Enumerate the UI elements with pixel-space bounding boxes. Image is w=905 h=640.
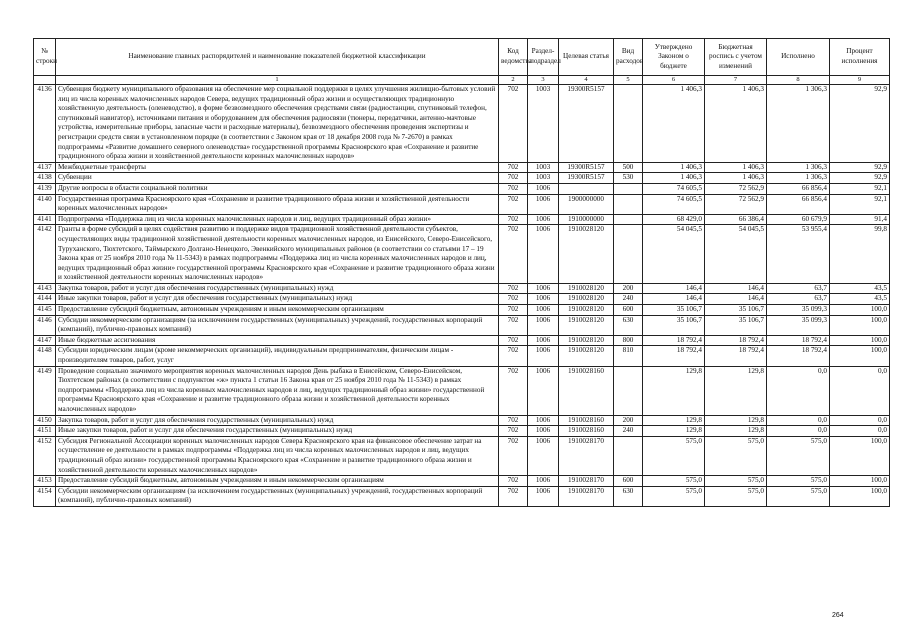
- table-row: [34, 415, 890, 426]
- execution-percent: 99,8: [830, 225, 890, 284]
- executed-amount: 1 306,3: [767, 173, 830, 184]
- section-code: 1003: [528, 173, 559, 184]
- table-row: [34, 346, 890, 366]
- approved-amount: 146,4: [643, 294, 705, 305]
- target-article: 19300R5157: [559, 85, 614, 163]
- section-code: 1006: [528, 335, 559, 346]
- approved-amount: 68 429,0: [643, 214, 705, 225]
- department-code: 702: [499, 335, 528, 346]
- header-name: Наименование главных распорядителей и наименование показателей бюджетной классификации: [56, 39, 499, 76]
- row-number: 4143: [34, 283, 56, 294]
- row-number: 4144: [34, 294, 56, 305]
- plan-amount: 1 406,3: [705, 173, 767, 184]
- column-number: 9: [830, 76, 890, 85]
- execution-percent: 100,0: [830, 315, 890, 335]
- row-name: Межбюджетные трансферты: [56, 162, 499, 173]
- target-article: 1910028170: [559, 486, 614, 506]
- approved-amount: 129,8: [643, 366, 705, 415]
- approved-amount: 74 605,5: [643, 194, 705, 214]
- department-code: 702: [499, 294, 528, 305]
- executed-amount: 18 792,4: [767, 335, 830, 346]
- approved-amount: 54 045,5: [643, 225, 705, 284]
- row-name: Иные бюджетные ассигнования: [56, 335, 499, 346]
- approved-amount: 146,4: [643, 283, 705, 294]
- approved-amount: 1 406,3: [643, 173, 705, 184]
- target-article: [559, 183, 614, 194]
- target-article: 1910028120: [559, 294, 614, 305]
- target-article: 19300R5157: [559, 173, 614, 184]
- expense-type: 630: [614, 486, 643, 506]
- row-name: Подпрограмма «Поддержка лиц из числа коренных малочисленных народов и лиц, ведущих традиционный образ жизни»: [56, 214, 499, 225]
- plan-amount: 575,0: [705, 476, 767, 487]
- row-number: 4146: [34, 315, 56, 335]
- expense-type: [614, 225, 643, 284]
- column-number: 1: [56, 76, 499, 85]
- target-article: 1910028160: [559, 415, 614, 426]
- approved-amount: 575,0: [643, 476, 705, 487]
- section-code: 1006: [528, 476, 559, 487]
- row-name: Предоставление субсидий бюджетным, автономным учреждениям и иным некоммерческим организациям: [56, 476, 499, 487]
- table-row: [34, 283, 890, 294]
- execution-percent: 43,5: [830, 283, 890, 294]
- column-number: 4: [559, 76, 614, 85]
- column-number: 7: [705, 76, 767, 85]
- execution-percent: 100,0: [830, 486, 890, 506]
- table-row: [34, 486, 890, 506]
- table-row: [34, 85, 890, 163]
- column-number: 8: [767, 76, 830, 85]
- section-code: 1006: [528, 315, 559, 335]
- expense-type: 240: [614, 294, 643, 305]
- target-article: 1910000000: [559, 214, 614, 225]
- execution-percent: 92,1: [830, 194, 890, 214]
- target-article: 1900000000: [559, 194, 614, 214]
- executed-amount: 66 856,4: [767, 194, 830, 214]
- approved-amount: 74 605,5: [643, 183, 705, 194]
- approved-amount: 18 792,4: [643, 346, 705, 366]
- executed-amount: 575,0: [767, 436, 830, 475]
- execution-percent: 100,0: [830, 335, 890, 346]
- execution-percent: 0,0: [830, 415, 890, 426]
- target-article: 1910028120: [559, 335, 614, 346]
- page-number: 264: [832, 612, 844, 619]
- row-name: Субсидии юридическим лицам (кроме некоммерческих организаций), индивидуальным предпринимателям, физическим лицам - производителям товаров, работ, услуг: [56, 346, 499, 366]
- row-name: Субвенция бюджету муниципального образования на обеспечение мер социальной поддержки в целях улучшения жилищно-бытовых условий лиц из числа коренных малочисленных народов Севера, ведущих традиционный образ жизни и осуществляющих традиционную хозяйственную деятельность (оленеводство), в форме безвозмездного обеспечения средствами связи (радиостанции, спутниковый телефон, спутниковый навигатор), источниками питания и оборудованием для обеспечения радиосвязи (тюнеры, передатчики, антенно-мачтовые устройства, измерительные приборы, запасные части и расходные материалы), безвозмездного обеспечения проведения экспертизы и регистрации средств связи в установленном порядке (в соответствии с Законом края от 18 декабря 2008 года № 7-2670) в рамках подпрограммы «Развитие домашнего северного оленеводства» государственной программы Красноярского края «Сохранение и развитие традиционного образа жизни и хозяйственной деятельности коренных малочисленных народов»: [56, 85, 499, 163]
- executed-amount: 575,0: [767, 486, 830, 506]
- row-number: 4138: [34, 173, 56, 184]
- row-name: Иные закупки товаров, работ и услуг для обеспечения государственных (муниципальных) нужд: [56, 294, 499, 305]
- table-row: [34, 214, 890, 225]
- section-code: 1006: [528, 426, 559, 437]
- expense-type: [614, 183, 643, 194]
- row-number: 4153: [34, 476, 56, 487]
- section-code: 1006: [528, 366, 559, 415]
- target-article: 19300R5157: [559, 162, 614, 173]
- table-row: [34, 173, 890, 184]
- header-executed: Исполнено: [767, 39, 830, 76]
- plan-amount: 72 562,9: [705, 183, 767, 194]
- executed-amount: 66 856,4: [767, 183, 830, 194]
- budget-report-sheet: [33, 38, 889, 507]
- section-code: 1006: [528, 194, 559, 214]
- row-name: Субсидия Региональной Ассоциации коренных малочисленных народов Севера Красноярского края на финансовое обеспечение затрат на осуществление ее деятельности в рамках подпрограммы «Поддержка лиц из числа коренных малочисленных народов и лиц, ведущих традиционный образ жизни» государственной программы Красноярского края «Сохранение и развитие традиционного образа жизни и хозяйственной деятельности коренных малочисленных народов»: [56, 436, 499, 475]
- plan-amount: 1 406,3: [705, 85, 767, 163]
- department-code: 702: [499, 225, 528, 284]
- section-code: 1006: [528, 183, 559, 194]
- expense-type: 200: [614, 283, 643, 294]
- plan-amount: 575,0: [705, 436, 767, 475]
- plan-amount: 72 562,9: [705, 194, 767, 214]
- expense-type: [614, 436, 643, 475]
- executed-amount: 35 099,3: [767, 305, 830, 316]
- expense-type: 800: [614, 335, 643, 346]
- section-code: 1006: [528, 225, 559, 284]
- row-name: Другие вопросы в области социальной политики: [56, 183, 499, 194]
- plan-amount: 575,0: [705, 486, 767, 506]
- target-article: 1910028160: [559, 366, 614, 415]
- approved-amount: 35 106,7: [643, 305, 705, 316]
- column-number: 3: [528, 76, 559, 85]
- executed-amount: 0,0: [767, 366, 830, 415]
- execution-percent: 92,9: [830, 85, 890, 163]
- table-row: [34, 436, 890, 475]
- row-name: Предоставление субсидий бюджетным, автономным учреждениям и иным некоммерческим организациям: [56, 305, 499, 316]
- row-number: 4152: [34, 436, 56, 475]
- plan-amount: 18 792,4: [705, 346, 767, 366]
- row-name: Субсидии некоммерческим организациям (за исключением государственных (муниципальных) учреждений, государственных корпораций (компаний), публично-правовых компаний): [56, 315, 499, 335]
- section-code: 1006: [528, 486, 559, 506]
- executed-amount: 575,0: [767, 476, 830, 487]
- header-row-number: № строки: [34, 39, 56, 76]
- executed-amount: 0,0: [767, 426, 830, 437]
- executed-amount: 60 679,9: [767, 214, 830, 225]
- row-number: 4145: [34, 305, 56, 316]
- section-code: 1006: [528, 214, 559, 225]
- section-code: 1006: [528, 283, 559, 294]
- section-code: 1003: [528, 162, 559, 173]
- department-code: 702: [499, 214, 528, 225]
- expense-type: 240: [614, 426, 643, 437]
- department-code: 702: [499, 194, 528, 214]
- execution-percent: 92,1: [830, 183, 890, 194]
- row-number: 4147: [34, 335, 56, 346]
- row-number: 4137: [34, 162, 56, 173]
- table-row: [34, 366, 890, 415]
- executed-amount: 1 306,3: [767, 162, 830, 173]
- approved-amount: 18 792,4: [643, 335, 705, 346]
- execution-percent: 0,0: [830, 366, 890, 415]
- section-code: 1006: [528, 346, 559, 366]
- target-article: 1910028170: [559, 436, 614, 475]
- table-row: [34, 225, 890, 284]
- department-code: 702: [499, 173, 528, 184]
- row-number: 4139: [34, 183, 56, 194]
- row-number: 4140: [34, 194, 56, 214]
- table-row: [34, 426, 890, 437]
- column-number: 6: [643, 76, 705, 85]
- table-row: [34, 305, 890, 316]
- executed-amount: 63,7: [767, 283, 830, 294]
- header-approved: Утверждено Законом о бюджете: [643, 39, 705, 76]
- section-code: 1003: [528, 85, 559, 163]
- expense-type: [614, 214, 643, 225]
- plan-amount: 1 406,3: [705, 162, 767, 173]
- expense-type: [614, 85, 643, 163]
- target-article: 1910028120: [559, 346, 614, 366]
- approved-amount: 129,8: [643, 426, 705, 437]
- execution-percent: 100,0: [830, 346, 890, 366]
- plan-amount: 129,8: [705, 415, 767, 426]
- plan-amount: 129,8: [705, 366, 767, 415]
- executed-amount: 18 792,4: [767, 346, 830, 366]
- department-code: 702: [499, 183, 528, 194]
- plan-amount: 54 045,5: [705, 225, 767, 284]
- plan-amount: 35 106,7: [705, 315, 767, 335]
- executed-amount: 53 955,4: [767, 225, 830, 284]
- row-name: Иные закупки товаров, работ и услуг для обеспечения государственных (муниципальных) нужд: [56, 426, 499, 437]
- table-row: [34, 335, 890, 346]
- department-code: 702: [499, 305, 528, 316]
- expense-type: [614, 366, 643, 415]
- row-name: Гранты в форме субсидий в целях содействия развитию и поддержке видов традиционной хозяйственной деятельности субъектов, осуществляющих виды традиционной хозяйственной деятельности коренных малочисленных народов, из Енисейского, Северо-Енисейского, Туруханского, Тюхтетского, Таймырского Долгано-Ненецкого, Эвенкийского муниципальных районов (в соответствии со статьями 17 – 19 Закона края от 25 ноября 2010 года № 11-5343) в рамках подпрограммы «Поддержка лиц из числа коренных малочисленных народов и лиц, ведущих традиционный образ жизни» государственной программы Красноярского края «Сохранение и развитие традиционного образа жизни и хозяйственной деятельности коренных малочисленных народов»: [56, 225, 499, 284]
- expense-type: 810: [614, 346, 643, 366]
- row-number: 4141: [34, 214, 56, 225]
- plan-amount: 35 106,7: [705, 305, 767, 316]
- execution-percent: 92,9: [830, 162, 890, 173]
- department-code: 702: [499, 366, 528, 415]
- section-code: 1006: [528, 415, 559, 426]
- row-name: Государственная программа Красноярского края «Сохранение и развитие традиционного образа жизни и хозяйственной деятельности коренных малочисленных народов»: [56, 194, 499, 214]
- expense-type: [614, 194, 643, 214]
- section-code: 1006: [528, 294, 559, 305]
- expense-type: 600: [614, 476, 643, 487]
- approved-amount: 1 406,3: [643, 162, 705, 173]
- table-row: [34, 194, 890, 214]
- department-code: 702: [499, 426, 528, 437]
- target-article: 1910028170: [559, 476, 614, 487]
- approved-amount: 35 106,7: [643, 315, 705, 335]
- execution-percent: 0,0: [830, 426, 890, 437]
- department-code: 702: [499, 436, 528, 475]
- section-code: 1006: [528, 305, 559, 316]
- header-section: Раздел-подраздел: [528, 39, 559, 76]
- target-article: 1910028120: [559, 225, 614, 284]
- expense-type: 630: [614, 315, 643, 335]
- department-code: 702: [499, 346, 528, 366]
- table-header-row: [34, 39, 890, 76]
- row-number: 4150: [34, 415, 56, 426]
- expense-type: 200: [614, 415, 643, 426]
- table-row: [34, 183, 890, 194]
- execution-percent: 91,4: [830, 214, 890, 225]
- executed-amount: 1 306,3: [767, 85, 830, 163]
- row-name: Субсидии некоммерческим организациям (за исключением государственных (муниципальных) учреждений, государственных корпораций (компаний), публично-правовых компаний): [56, 486, 499, 506]
- plan-amount: 18 792,4: [705, 335, 767, 346]
- column-number: 5: [614, 76, 643, 85]
- department-code: 702: [499, 162, 528, 173]
- expense-type: 530: [614, 173, 643, 184]
- approved-amount: 129,8: [643, 415, 705, 426]
- row-name: Закупка товаров, работ и услуг для обеспечения государственных (муниципальных) нужд: [56, 415, 499, 426]
- department-code: 702: [499, 283, 528, 294]
- row-name: Закупка товаров, работ и услуг для обеспечения государственных (муниципальных) нужд: [56, 283, 499, 294]
- column-numbers-row: [34, 76, 890, 85]
- row-number: 4154: [34, 486, 56, 506]
- execution-percent: 92,9: [830, 173, 890, 184]
- table-row: [34, 315, 890, 335]
- execution-percent: 100,0: [830, 436, 890, 475]
- executed-amount: 63,7: [767, 294, 830, 305]
- expense-type: 500: [614, 162, 643, 173]
- department-code: 702: [499, 415, 528, 426]
- target-article: 1910028120: [559, 305, 614, 316]
- department-code: 702: [499, 315, 528, 335]
- plan-amount: 129,8: [705, 426, 767, 437]
- row-number: 4136: [34, 85, 56, 163]
- table-row: [34, 476, 890, 487]
- row-number: 4149: [34, 366, 56, 415]
- row-number: 4142: [34, 225, 56, 284]
- column-number: [34, 76, 56, 85]
- section-code: 1006: [528, 436, 559, 475]
- target-article: 1910028160: [559, 426, 614, 437]
- row-name: Проведение социально значимого мероприятия коренных малочисленных народов День рыбака в Енисейском, Северо-Енисейском, Тюхтетском районах (в соответствии с подпунктом «ж» пункта 1 статьи 16 Закона края от 25 ноября 2010 года № 11-5343) в рамках подпрограммы «Поддержка лиц из числа коренных малочисленных народов и лиц, ведущих традиционный образ жизни» государственной программы Красноярского края «Сохранение и развитие традиционного образа жизни и хозяйственной деятельности коренных малочисленных народов»: [56, 366, 499, 415]
- column-number: 2: [499, 76, 528, 85]
- executed-amount: 35 099,3: [767, 315, 830, 335]
- table-body: [34, 85, 890, 507]
- expense-type: 600: [614, 305, 643, 316]
- table-row: [34, 162, 890, 173]
- row-number: 4151: [34, 426, 56, 437]
- department-code: 702: [499, 486, 528, 506]
- target-article: 1910028120: [559, 315, 614, 335]
- target-article: 1910028120: [559, 283, 614, 294]
- execution-percent: 43,5: [830, 294, 890, 305]
- execution-percent: 100,0: [830, 305, 890, 316]
- department-code: 702: [499, 85, 528, 163]
- plan-amount: 66 386,4: [705, 214, 767, 225]
- approved-amount: 575,0: [643, 436, 705, 475]
- header-percent: Процент исполнения: [830, 39, 890, 76]
- plan-amount: 146,4: [705, 294, 767, 305]
- header-budget-plan: Бюджетная роспись с учетом изменений: [705, 39, 767, 76]
- row-number: 4148: [34, 346, 56, 366]
- approved-amount: 575,0: [643, 486, 705, 506]
- row-name: Субвенции: [56, 173, 499, 184]
- table-row: [34, 294, 890, 305]
- executed-amount: 0,0: [767, 415, 830, 426]
- header-department-code: Код ведомства: [499, 39, 528, 76]
- header-expense-type: Вид расходов: [614, 39, 643, 76]
- header-target-article: Целевая статья: [559, 39, 614, 76]
- plan-amount: 146,4: [705, 283, 767, 294]
- execution-percent: 100,0: [830, 476, 890, 487]
- budget-table: [33, 38, 890, 507]
- approved-amount: 1 406,3: [643, 85, 705, 163]
- department-code: 702: [499, 476, 528, 487]
